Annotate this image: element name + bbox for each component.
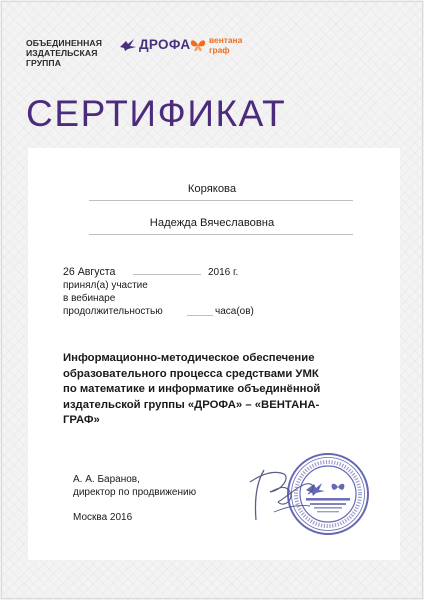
drofa-bird-icon xyxy=(119,38,137,52)
recipient-surname: Корякова xyxy=(187,183,237,195)
publisher-group-line-3: ГРУППА xyxy=(26,58,61,68)
publisher-group-line-1: ОБЪЕДИНЕННАЯ xyxy=(26,38,102,48)
ventana-logo-line-1: вентана xyxy=(209,35,243,45)
drofa-logo-text: ДРОФА xyxy=(139,37,191,52)
signer-role: директор по продвижению xyxy=(73,487,197,498)
webinar-topic-line-2: образовательного процесса средствами УМК xyxy=(63,367,319,380)
publisher-group-label xyxy=(26,38,102,68)
webinar-topic xyxy=(63,351,383,429)
ventana-logo-line-2: граф xyxy=(209,44,230,55)
participation-line-2: в вебинаре xyxy=(63,293,116,304)
webinar-topic-line-4: издательской группы «ДРОФА» – «ВЕНТАНА- xyxy=(63,398,320,411)
hours-label: часа(ов) xyxy=(215,306,254,317)
drofa-logo xyxy=(119,37,190,52)
participation-line-3: продолжительностью xyxy=(63,306,163,317)
surname-underline xyxy=(89,200,353,201)
given-names-underline xyxy=(89,234,353,235)
publisher-stamp xyxy=(286,452,370,536)
webinar-topic-line-5: ГРАФ» xyxy=(63,414,100,426)
ventana-logo-text xyxy=(209,36,242,55)
webinar-topic-line-1: Информационно-методическое обеспечение xyxy=(63,352,315,364)
event-year: 2016 г. xyxy=(208,267,239,278)
recipient-given-names: Надежда Вячеславовна xyxy=(149,217,275,229)
event-date: 26 Августа xyxy=(63,266,116,278)
participation-line-1: принял(а) участие xyxy=(63,280,148,291)
duration-underline xyxy=(187,315,213,316)
ventana-graf-logo xyxy=(190,36,242,55)
signer-name: А. А. Баранов, xyxy=(73,474,140,485)
place-year: Москва 2016 xyxy=(73,512,133,523)
certificate-title: СЕРТИФИКАТ xyxy=(26,93,287,134)
webinar-topic-line-3: по математике и информатике объединённой xyxy=(63,383,321,395)
ventana-butterfly-icon xyxy=(190,37,206,53)
date-underline xyxy=(133,274,201,275)
publisher-group-line-2: ИЗДАТЕЛЬСКАЯ xyxy=(26,48,98,58)
